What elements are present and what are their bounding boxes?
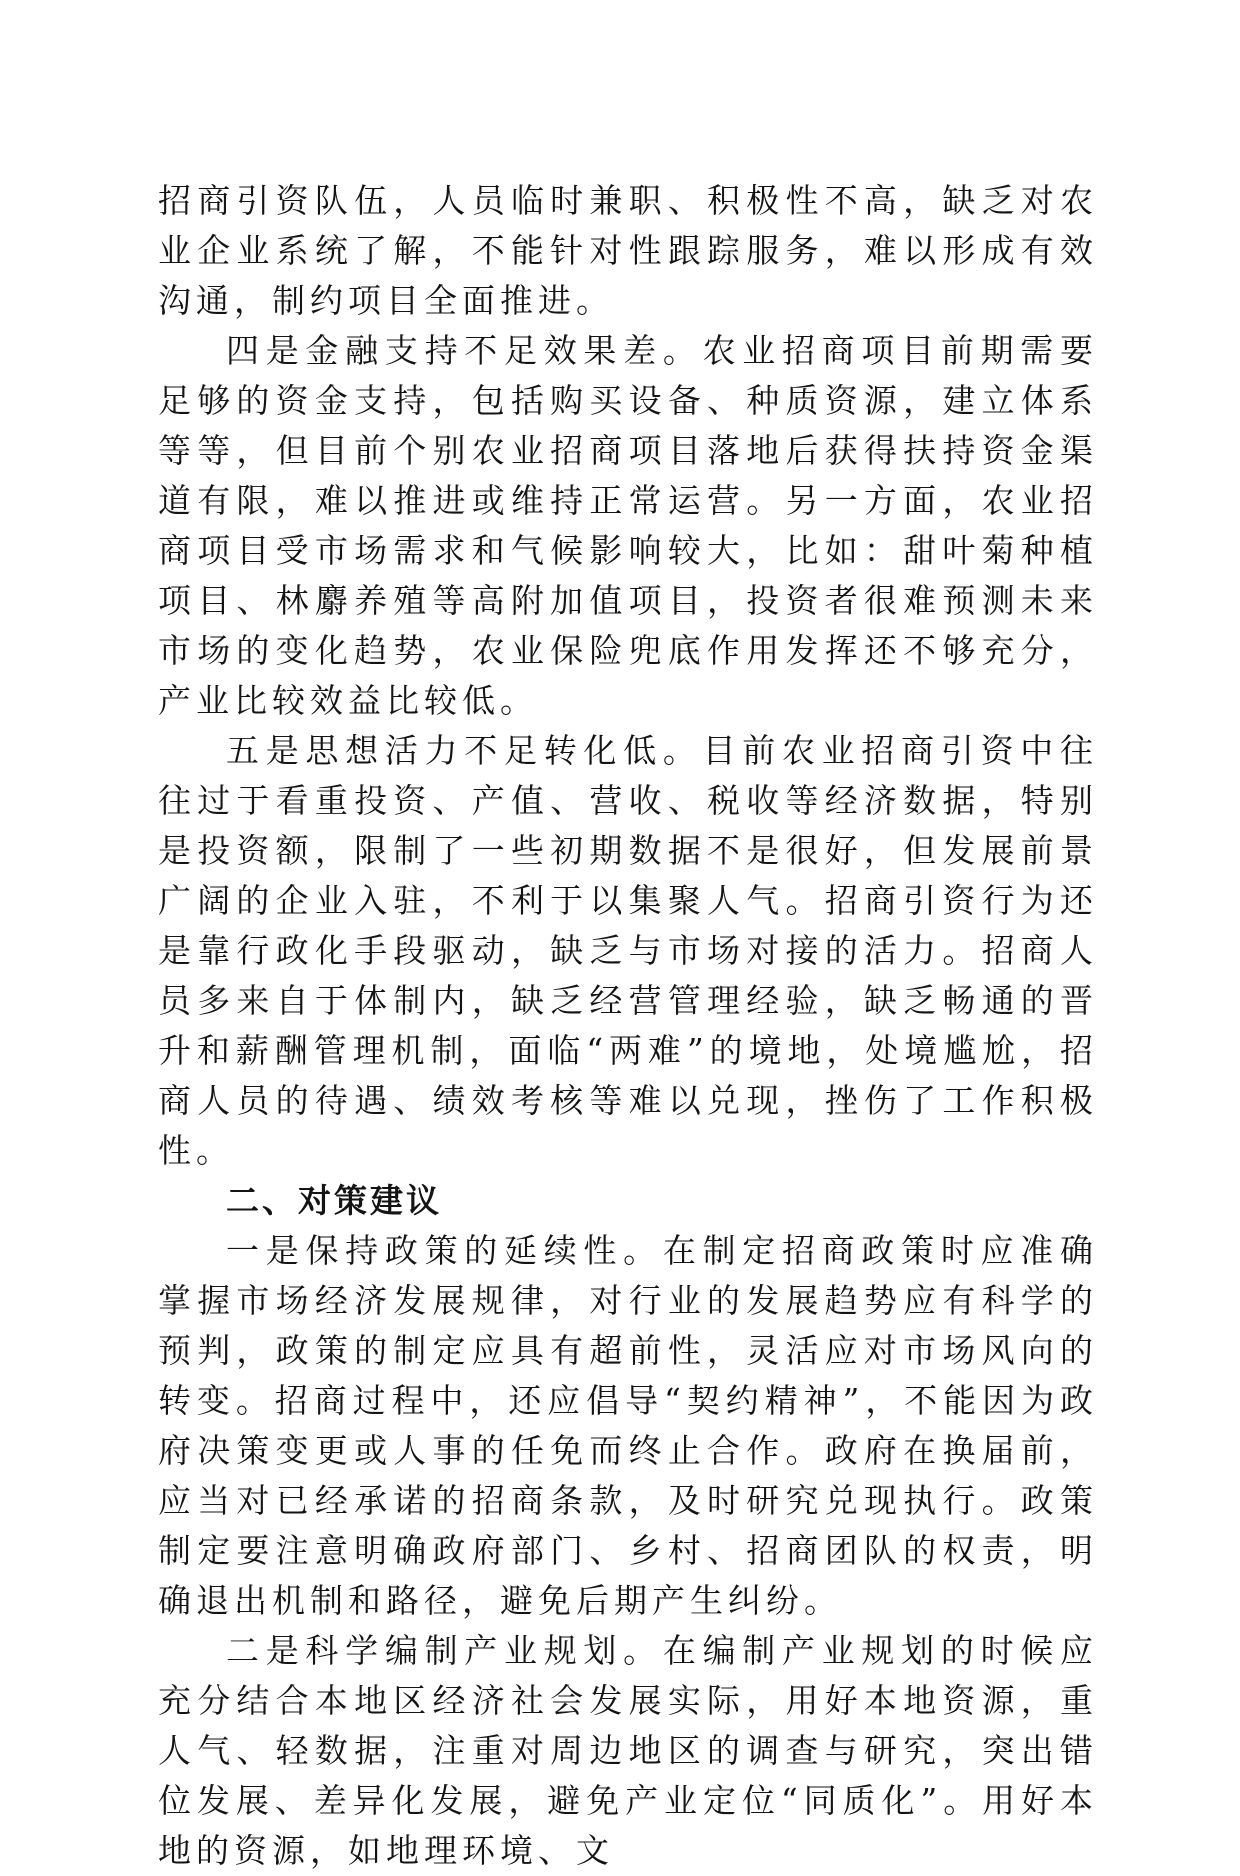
paragraph-finance-support: 四是金融支持不足效果差。农业招商项目前期需要足够的资金支持，包括购买设备、种质资源，建立体系等等，但目前个别农业招商项目落地后获得扶持资金渠道有限，难以推进或维持正常运营。另一方面，农业招商项目受市场需求和气候影响较大，比如：甜叶菊种植项目、林麝养殖等高附加值项目，投资者很难预测未来市场的变化趋势，农业保险兜底作用发挥还不够充分，产业比较效益比较低。 xyxy=(158,331,1098,720)
paragraph-thinking-vitality: 五是思想活力不足转化低。目前农业招商引资中往往过于看重投资、产值、营收、税收等经济数据，特别是投资额，限制了一些初期数据不是很好，但发展前景广阔的企业入驻，不利于以集聚人气。招商引资行为还是靠行政化手段驱动，缺乏与市场对接的活力。招商人员多来自于体制内，缺乏经营管理经验，缺乏畅通的晋升和薪酬管理机制，面临“两难”的境地，处境尴尬，招商人员的待遇、绩效考核等难以兑现，挫伤了工作积极性。 xyxy=(158,731,1098,1170)
document-body xyxy=(158,176,1098,1876)
paragraph-industry-planning: 二是科学编制产业规划。在编制产业规划的时候应充分结合本地区经济社会发展实际，用好本地资源，重人气、轻数据，注重对周边地区的调查与研究，突出错位发展、差异化发展，避免产业定位“同质化”。用好本地的资源，如地理环境、文 xyxy=(158,1631,1098,1870)
paragraph-policy-continuity: 一是保持政策的延续性。在制定招商政策时应准确掌握市场经济发展规律，对行业的发展趋势应有科学的预判，政策的制定应具有超前性，灵活应对市场风向的转变。招商过程中，还应倡导“契约精神”，不能因为政府决策变更或人事的任免而终止合作。政府在换届前，应当对已经承诺的招商条款，及时研究兑现执行。政策制定要注意明确政府部门、乡村、招商团队的权责，明确退出机制和路径，避免后期产生纠纷。 xyxy=(158,1231,1098,1620)
section-heading-countermeasures: 二、对策建议 xyxy=(226,1181,442,1220)
paragraph-continuation: 招商引资队伍，人员临时兼职、积极性不高，缺乏对农业企业系统了解，不能针对性跟踪服务，难以形成有效沟通，制约项目全面推进。 xyxy=(158,181,1098,320)
